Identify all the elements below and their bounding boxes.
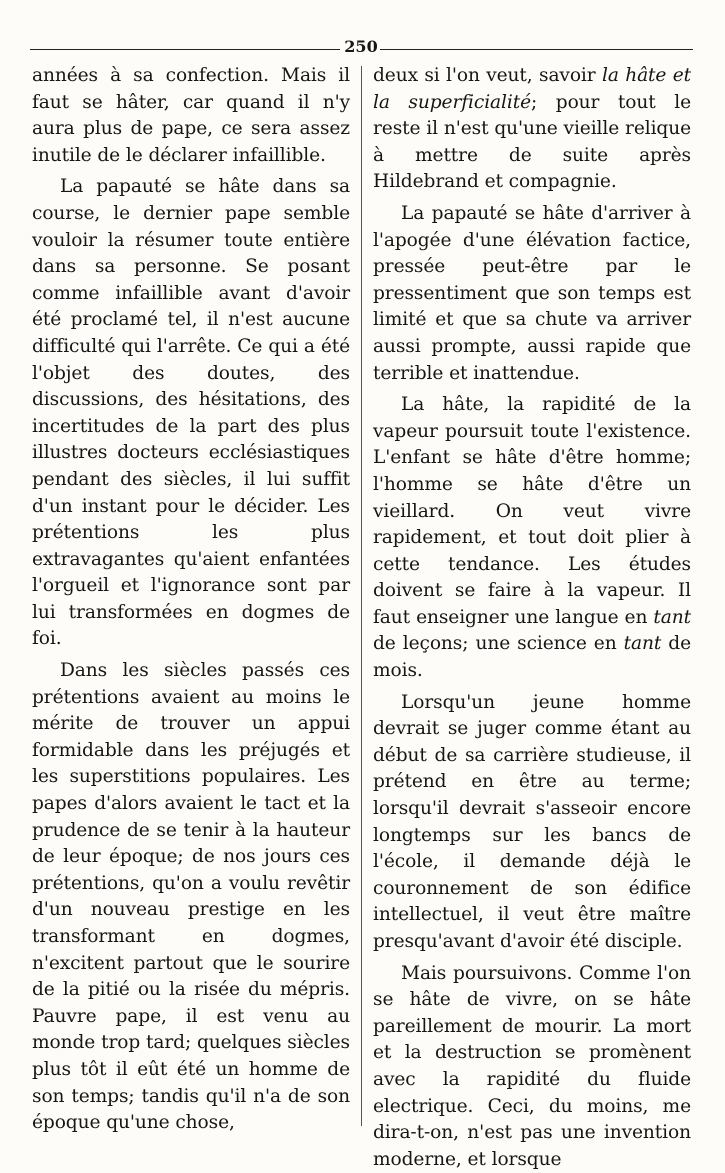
header-rule-left bbox=[30, 49, 340, 50]
italic-word: tant bbox=[653, 606, 691, 628]
running-header bbox=[30, 36, 693, 60]
text-run: La hâte, la rapidité de la vapeur poursuit toute l'existence. L'enfant se hâte d'être homme; l'homme se hâte d'être un vieillard. On veut vivre rapidement, et tout doit plier à cette tendance. Les études doivent se faire à la vapeur. Il faut enseigner une langue en bbox=[373, 394, 691, 628]
left-column bbox=[32, 63, 350, 1137]
text-run: ; pour tout le reste il n'est qu'une vieille relique à mettre de suite après Hildebrand et compagnie. bbox=[373, 91, 691, 193]
header-rule-right bbox=[380, 49, 693, 50]
paragraph bbox=[373, 63, 691, 196]
paragraph: années à sa confection. Mais il faut se hâter, car quand il n'y aura plus de pape, ce sera assez inutile de le déclarer infaillible. bbox=[32, 65, 350, 166]
paragraph: Mais poursuivons. Comme l'on se hâte de vivre, on se hâte pareillement de mourir. La mort et la destruction se promènent avec la rapidité du fluide electrique. Ceci, du moins, me dira-t-on, n'est pas une invention moderne, et lorsque bbox=[373, 962, 691, 1170]
text-run: deux si l'on veut, savoir bbox=[373, 65, 602, 86]
paragraph: La papauté se hâte d'arriver à l'apogée d'une élévation factice, pressée peut-être par le pressentiment que son temps est limité et que sa chute va arriver aussi prompte, aussi rapide que terrible et inattendue. bbox=[373, 202, 691, 384]
right-column bbox=[373, 63, 691, 1173]
paragraph bbox=[373, 392, 691, 685]
paragraph: La papauté se hâte dans sa course, le dernier pape semble vouloir la résumer toute entière dans sa personne. Se posant comme infaillible avant d'avoir été proclamé tel, il n'est aucune difficulté qui l'arrête. Ce qui a été l'objet des doutes, des discussions, des hésitations, des incertitudes de la part des plus illustres docteurs ecclésiastiques pendant des siècles, il lui suffit d'un instant pour le décider. Les prétentions les plus extravagantes qu'aient enfantées l'orgueil et l'ignorance sont par lui transformées en dogmes de foi. bbox=[32, 176, 350, 650]
page-number: 250 bbox=[344, 37, 378, 56]
italic-word: tant bbox=[623, 633, 662, 655]
column-divider bbox=[361, 66, 362, 1126]
paragraph: Dans les siècles passés ces prétentions avaient au moins le mérite de trouver un appui formidable dans les préjugés et les superstitions populaires. Les papes d'alors avaient le tact et la prudence de se tenir à la hauteur de leur époque; de nos jours ces prétentions, qu'on a voulu revêtir d'un nouveau prestige en les transformant en dogmes, n'excitent partout que le sourire de la pitié ou la risée du mépris. Pauvre pape, il est venu au monde trop tard; quelques siècles plus tôt il eût été un homme de son temps; tandis qu'il n'a de son époque qu'une chose, bbox=[32, 660, 350, 1134]
paragraph: Lorsqu'un jeune homme devrait se juger comme étant au début de sa carrière studieuse, il prétend en être au terme; lorsqu'il devrait s'asseoir encore longtemps sur les bancs de l'école, il demande déjà le couronnement de son édifice intellectuel, il veut être maître presqu'avant d'avoir été disciple. bbox=[373, 691, 691, 952]
text-run: de mois. bbox=[373, 633, 691, 682]
text-run: de leçons; une science en bbox=[373, 633, 624, 655]
italic-phrase: la hâte et la superficialité bbox=[373, 65, 691, 113]
